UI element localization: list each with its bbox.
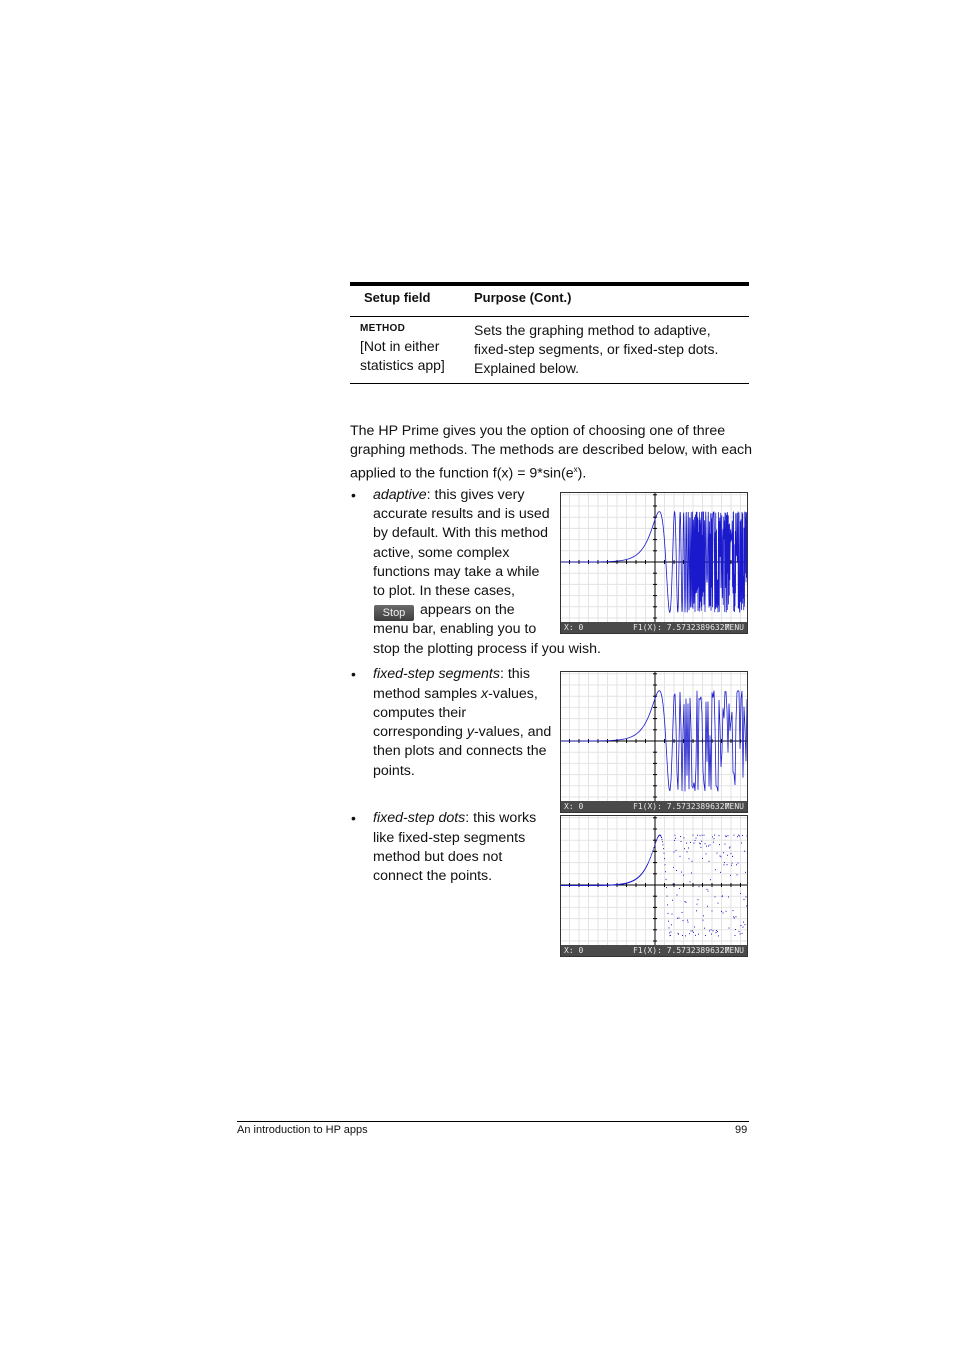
function-dot — [731, 865, 732, 866]
adaptive-line-3: by default. With this method — [373, 525, 549, 541]
function-dot — [742, 933, 743, 934]
function-dot — [702, 858, 703, 859]
function-dot — [691, 872, 692, 873]
dots-line-1: fixed-step dots: this works — [373, 810, 537, 826]
segments-line-5: then plots and connects the — [373, 743, 547, 759]
purpose-line-2: fixed-step segments, or fixed-step dots. — [474, 341, 719, 357]
function-dot — [733, 916, 734, 917]
function-dot — [688, 847, 689, 848]
function-dot — [744, 899, 745, 900]
plot-menubar — [561, 945, 747, 956]
function-dot — [648, 863, 649, 864]
intro-line-2: graphing methods. The methods are described below, with each — [350, 442, 752, 458]
function-dot — [721, 856, 722, 857]
function-dot — [715, 869, 716, 870]
function-dot — [682, 912, 683, 913]
function-dot — [645, 868, 646, 869]
function-dot — [676, 850, 677, 851]
function-dot — [686, 843, 687, 844]
function-dot — [645, 869, 646, 870]
function-dot — [675, 838, 676, 839]
segments-line-1: fixed-step segments: this — [373, 666, 530, 682]
function-dot — [683, 920, 684, 921]
function-dot — [710, 844, 711, 845]
function-dot — [648, 862, 649, 863]
function-dot — [684, 837, 685, 838]
function-dot — [740, 933, 741, 934]
function-dot — [721, 911, 722, 912]
function-dot — [663, 844, 664, 845]
function-dot — [678, 934, 679, 935]
adaptive-line-6: to plot. In these cases, — [373, 583, 515, 599]
bullet-adaptive: • — [351, 487, 356, 503]
function-dot — [697, 904, 698, 905]
menu-button[interactable]: MENU — [724, 946, 744, 955]
function-dot — [654, 847, 655, 848]
function-dot — [679, 917, 680, 918]
function-dot — [746, 905, 747, 906]
function-dot — [715, 896, 716, 897]
function-dot — [745, 924, 746, 925]
function-dot — [709, 930, 710, 931]
table-top-rule — [350, 282, 749, 286]
function-dot — [692, 861, 693, 862]
function-dot — [689, 858, 690, 859]
function-dot — [736, 864, 737, 865]
adaptive-line-2: accurate results and is used — [373, 506, 550, 522]
function-dot — [741, 925, 742, 926]
function-dot — [695, 840, 696, 841]
function-dot — [684, 848, 685, 849]
function-dot — [719, 835, 720, 836]
intro-line-1: The HP Prime gives you the option of choosing one of three — [350, 423, 726, 439]
function-dot — [718, 935, 719, 936]
function-dot — [687, 851, 688, 852]
function-dot — [738, 835, 739, 836]
function-dot — [727, 855, 728, 856]
function-dot — [696, 838, 697, 839]
function-dot — [674, 840, 675, 841]
function-dot — [728, 835, 729, 836]
function-dot — [714, 835, 715, 836]
function-dot — [720, 872, 721, 873]
dots-line-2: like fixed-step segments — [373, 830, 526, 846]
function-dot — [736, 916, 737, 917]
function-dot — [704, 928, 705, 929]
function-dot — [718, 903, 719, 904]
function-dot — [666, 887, 667, 888]
function-dot — [734, 917, 735, 918]
function-dot — [698, 899, 699, 900]
footer-rule — [237, 1121, 749, 1122]
function-dot — [647, 865, 648, 866]
field-note-2: statistics app] — [360, 357, 445, 373]
function-dot — [699, 843, 700, 844]
function-dot — [654, 846, 655, 847]
function-dot — [693, 932, 694, 933]
adaptive-line-4: active, some complex — [373, 545, 510, 561]
function-dot — [747, 835, 748, 836]
function-dot — [671, 924, 672, 925]
function-dot — [680, 856, 681, 857]
function-dot — [710, 879, 711, 880]
function-dot — [694, 927, 695, 928]
function-dot — [724, 864, 725, 865]
function-dot — [651, 856, 652, 857]
function-dot — [687, 920, 688, 921]
function-dot — [665, 871, 666, 872]
table-header-rule — [350, 316, 749, 317]
menu-button[interactable]: MENU — [724, 623, 744, 632]
function-dot — [730, 875, 731, 876]
plot-menubar — [561, 622, 747, 633]
bullet-segments: • — [351, 666, 356, 682]
function-dot — [681, 872, 682, 873]
function-dot — [717, 931, 718, 932]
function-dot — [746, 896, 747, 897]
purpose-line-1: Sets the graphing method to adaptive, — [474, 322, 711, 338]
screen-segments — [560, 671, 748, 813]
stop-key-icon: Stop — [374, 605, 414, 621]
function-dot — [656, 841, 657, 842]
function-dot — [713, 842, 714, 843]
page-number: 99 — [735, 1124, 748, 1136]
function-dot — [657, 839, 658, 840]
function-dot — [665, 864, 666, 865]
function-dot — [739, 931, 740, 932]
function-dot — [649, 861, 650, 862]
function-dot — [702, 835, 703, 836]
function-dot — [722, 895, 723, 896]
function-dot — [689, 933, 690, 934]
x-readout: X: 0 — [564, 623, 584, 632]
function-dot — [646, 867, 647, 868]
function-dot — [656, 840, 657, 841]
plot-adaptive — [561, 493, 747, 622]
segments-line-3: computes their — [373, 705, 467, 721]
function-dot — [707, 906, 708, 907]
function-dot — [728, 896, 729, 897]
function-dot — [679, 888, 680, 889]
function-dot — [707, 889, 708, 890]
function-dot — [653, 850, 654, 851]
function-dot — [717, 853, 718, 854]
function-dot — [655, 844, 656, 845]
function-dot — [741, 842, 742, 843]
function-dot — [663, 848, 664, 849]
function-dot — [737, 874, 738, 875]
function-dot — [734, 835, 735, 836]
function-dot — [668, 921, 669, 922]
function-dot — [661, 837, 662, 838]
function-dot — [725, 836, 726, 837]
adaptive-line-5: functions may take a while — [373, 564, 540, 580]
function-dot — [706, 853, 707, 854]
function-dot — [693, 835, 694, 836]
f1-readout: F1(X): 7.5732389632​7 — [633, 802, 730, 811]
adaptive-line-8: menu bar, enabling you to — [373, 621, 537, 637]
x-readout: X: 0 — [564, 946, 584, 955]
function-dot — [727, 864, 728, 865]
footer-chapter-title: An introduction to HP apps — [237, 1124, 368, 1136]
function-dot — [723, 912, 724, 913]
function-dot — [695, 935, 696, 936]
function-dot — [696, 910, 697, 911]
menu-button[interactable]: MENU — [724, 802, 744, 811]
plot-segments — [561, 672, 747, 801]
screen-dots — [560, 815, 748, 957]
dots-line-4: connect the points. — [373, 868, 493, 884]
function-dot — [675, 835, 676, 836]
function-dot — [733, 910, 734, 911]
table-bottom-rule — [350, 383, 749, 384]
function-dot — [690, 842, 691, 843]
function-dot — [661, 836, 662, 837]
function-dot — [716, 930, 717, 931]
plot-menubar — [561, 801, 747, 812]
function-dot — [655, 843, 656, 844]
function-dot — [726, 836, 727, 837]
screen-adaptive — [560, 492, 748, 634]
function-dot — [731, 853, 732, 854]
function-dot — [735, 929, 736, 930]
function-dot — [700, 835, 701, 836]
function-dot — [735, 935, 736, 936]
function-dot — [674, 852, 675, 853]
function-dot — [699, 886, 700, 887]
function-dot — [646, 866, 647, 867]
function-dot — [745, 872, 746, 873]
function-dot — [703, 915, 704, 916]
function-dot — [704, 835, 705, 836]
function-dot — [672, 914, 673, 915]
function-dot — [714, 838, 715, 839]
function-dot — [681, 841, 682, 842]
function-dot — [673, 867, 674, 868]
function-dot — [698, 934, 699, 935]
adaptive-line-9: stop the plotting process if you wish. — [373, 641, 601, 657]
function-dot — [667, 896, 668, 897]
function-dot — [668, 913, 669, 914]
function-dot — [692, 930, 693, 931]
adaptive-line-1: adaptive: this gives very — [373, 487, 525, 503]
function-dot — [685, 935, 686, 936]
function-dot — [716, 932, 717, 933]
segments-line-6: points. — [373, 763, 415, 779]
function-dot — [703, 920, 704, 921]
function-dot — [651, 854, 652, 855]
function-dot — [711, 929, 712, 930]
function-dot — [701, 847, 702, 848]
function-dot — [662, 839, 663, 840]
f1-readout: F1(X): 7.5732389632​7 — [633, 623, 730, 632]
function-dot — [705, 843, 706, 844]
field-note-1: [Not in either — [360, 338, 440, 354]
function-dot — [737, 836, 738, 837]
function-dot — [711, 934, 712, 935]
adaptive-line-7: Stop appears on the — [374, 601, 515, 621]
function-dot — [664, 858, 665, 859]
bullet-dots: • — [351, 810, 356, 826]
function-dot — [669, 927, 670, 928]
function-dot — [690, 881, 691, 882]
table-header-purpose: Purpose (Cont.) — [474, 290, 572, 305]
function-dot — [666, 879, 667, 880]
function-dot — [708, 846, 709, 847]
x-readout: X: 0 — [564, 802, 584, 811]
function-dot — [729, 848, 730, 849]
function-dot — [719, 844, 720, 845]
plot-dots — [561, 816, 747, 945]
function-dot — [664, 853, 665, 854]
function-dot — [671, 931, 672, 932]
function-dot — [709, 861, 710, 862]
function-dot — [712, 910, 713, 911]
function-dot — [730, 847, 731, 848]
function-dot — [732, 863, 733, 864]
function-dot — [650, 857, 651, 858]
function-dot — [705, 935, 706, 936]
function-dot — [712, 836, 713, 837]
function-dot — [672, 900, 673, 901]
function-dot — [680, 836, 681, 837]
function-dot — [673, 884, 674, 885]
function-dot — [686, 902, 687, 903]
function-dot — [724, 862, 725, 863]
function-dot — [744, 851, 745, 852]
function-dot — [650, 858, 651, 859]
function-dot — [652, 851, 653, 852]
function-dot — [725, 844, 726, 845]
table-header-setup-field: Setup field — [364, 290, 431, 305]
function-dot — [683, 875, 684, 876]
segments-line-4: corresponding y-values, and — [373, 724, 552, 740]
function-dot — [743, 927, 744, 928]
function-dot — [649, 859, 650, 860]
function-dot — [697, 835, 698, 836]
function-dot — [701, 841, 702, 842]
f1-readout: F1(X): 7.5732389632​7 — [633, 946, 730, 955]
function-dot — [662, 841, 663, 842]
function-dot — [743, 922, 744, 923]
function-dot — [685, 901, 686, 902]
function-dot — [677, 918, 678, 919]
intro-line-3: applied to the function $f(x) = 9*\sin(e^x)$. — [350, 465, 587, 482]
function-dot — [720, 856, 721, 857]
function-dot — [723, 852, 724, 853]
function-dot — [676, 870, 677, 871]
function-dot — [738, 863, 739, 864]
function-dot — [713, 930, 714, 931]
function-dot — [732, 856, 733, 857]
function-dot — [726, 911, 727, 912]
segments-line-2: method samples x-values, — [373, 686, 538, 702]
function-dot — [691, 930, 692, 931]
function-dot — [647, 864, 648, 865]
function-dot — [706, 846, 707, 847]
function-dot — [652, 853, 653, 854]
function-dot — [669, 932, 670, 933]
function-dot — [694, 843, 695, 844]
function-dot — [740, 893, 741, 894]
field-name-method: METHOD — [360, 323, 406, 334]
function-dot — [682, 935, 683, 936]
purpose-line-3: Explained below. — [474, 360, 580, 376]
function-dot — [700, 843, 701, 844]
function-dot — [688, 922, 689, 923]
function-dot — [667, 904, 668, 905]
function-dot — [739, 835, 740, 836]
function-dot — [677, 894, 678, 895]
function-dot — [653, 848, 654, 849]
function-dot — [729, 928, 730, 929]
function-dot — [670, 935, 671, 936]
function-dot — [708, 891, 709, 892]
function-dot — [742, 835, 743, 836]
function-dot — [657, 837, 658, 838]
dots-line-3: method but does not — [373, 849, 503, 865]
